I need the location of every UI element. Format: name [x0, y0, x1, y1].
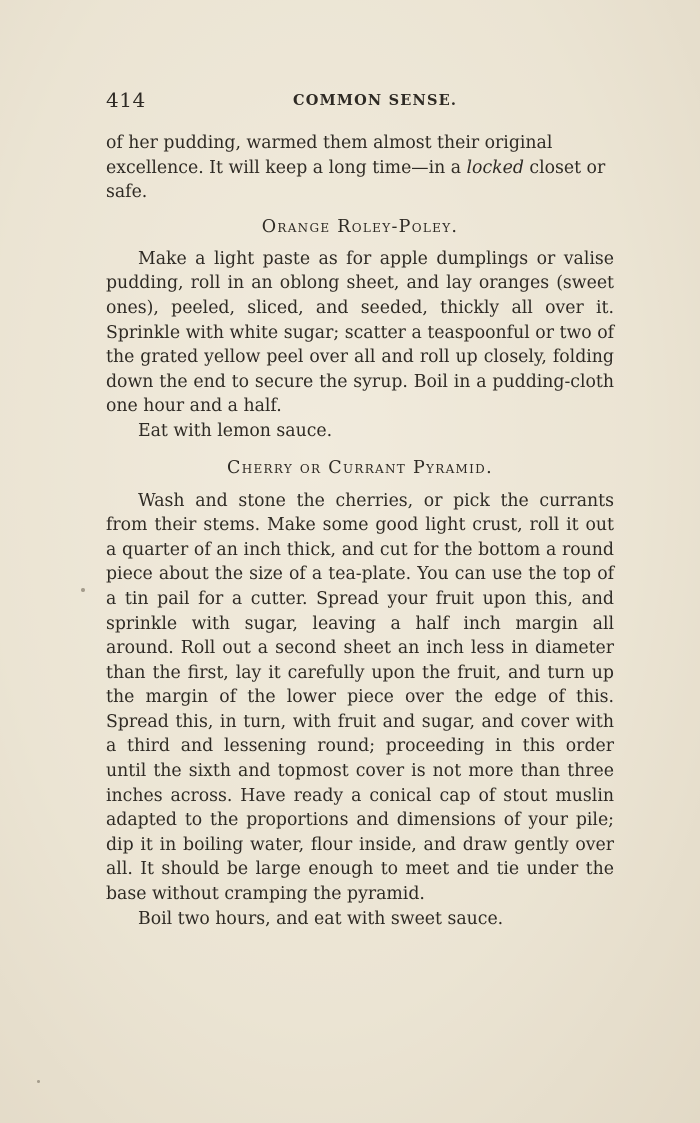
paper-speck [37, 1080, 40, 1083]
recipe-paragraph-pyramid-method: Wash and stone the cherries, or pick the currants from their stems. Make some good light crust, roll it out a quarter of an inch thick, and cut for the bottom a round piece about the size of a tea-plate. You can use the top of a tin pail for a cutter. Spread your fruit upon this, and sprinkle with sugar, leaving a half inch margin all around. Roll out a second sheet an inch less in diameter than the first, lay it carefully upon the fruit, and turn up the margin of the lower piece over the edge of this. Spread this, in turn, with fruit and sugar, and cover with a third and lessening round; proceeding in this order until the sixth and topmost cover is not more than three inches across. Have ready a conical cap of stout muslin adapted to the proportions and dimensions of your pile; dip it in boiling water, flour inside, and draw gently over all. It should be large enough to meet and tie under the base without cramping the pyramid. [106, 490, 614, 905]
recipe-title-orange-roley-poley: Orange Roley-Poley. [261, 216, 459, 237]
continuation-text-start: of her pudding, warmed them almost their original excellence. It will keep a long time—in a [106, 133, 553, 178]
continuation-italic-word: locked [466, 157, 524, 178]
running-title: COMMON SENSE. [293, 92, 458, 109]
continuation-paragraph [106, 131, 614, 205]
running-head [106, 88, 614, 118]
continuation-text-end: closet or safe. [106, 157, 606, 203]
page-number: 414 [106, 88, 146, 112]
recipe-paragraph-orange-serving: Eat with lemon sauce. [138, 420, 333, 441]
recipe-paragraph-pyramid-serving: Boil two hours, and eat with sweet sauce. [138, 908, 504, 929]
recipe-title-cherry-currant-pyramid: Cherry or Currant Pyramid. [227, 457, 493, 478]
paper-speck [81, 588, 85, 592]
recipe-paragraph-orange-method: Make a light paste as for apple dumplings or valise pudding, roll in an oblong sheet, and lay oranges (sweet ones), peeled, sliced, and seeded, thickly all over it. Sprinkle with white sugar; scatter a teaspoonful or two of the grated yellow peel over all and roll up closely, folding down the end to secure the syrup. Boil in a pudding-cloth one hour and a half. [106, 248, 614, 417]
body-text [106, 131, 614, 931]
